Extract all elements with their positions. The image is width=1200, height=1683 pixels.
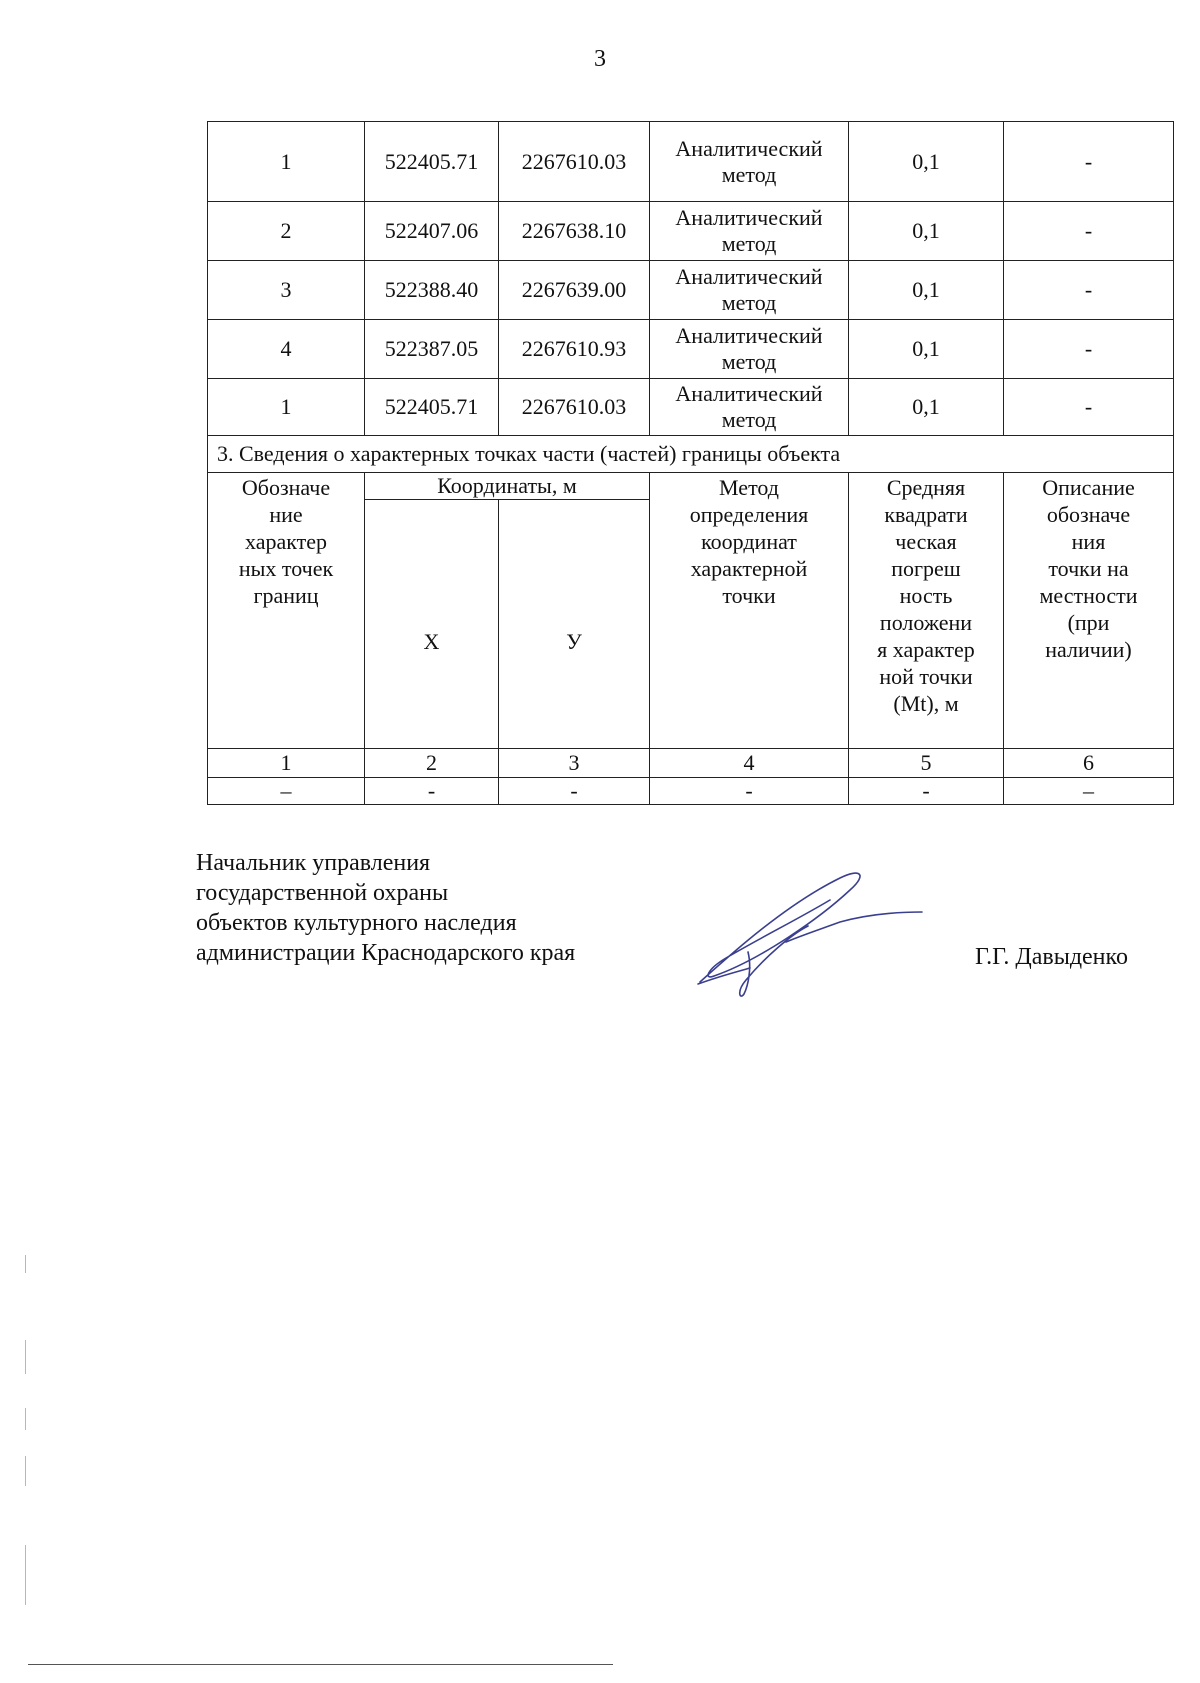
table-row <box>208 379 1174 436</box>
section-title: 3. Сведения о характерных точках части (частей) границы объекта <box>208 436 1174 473</box>
header-accuracy: Средняя квадрати ческая погреш ность положени я характер ной точки (Mt), м <box>849 473 1004 749</box>
accuracy-cell: 0,1 <box>849 379 1004 436</box>
description-cell: - <box>1004 379 1174 436</box>
section-title-row <box>208 436 1174 473</box>
empty-cell: – <box>1004 778 1174 805</box>
header-description: Описание обозначе ния точки на местности (при наличии) <box>1004 473 1174 749</box>
x-cell: 522388.40 <box>365 261 499 320</box>
x-cell: 522387.05 <box>365 320 499 379</box>
x-cell: 522407.06 <box>365 202 499 261</box>
column-number: 5 <box>849 749 1004 778</box>
signature-stroke <box>700 873 860 982</box>
y-cell: 2267610.93 <box>499 320 650 379</box>
column-number: 3 <box>499 749 650 778</box>
point-cell: 4 <box>208 320 365 379</box>
method-cell: Аналитический метод <box>650 261 849 320</box>
table-row <box>208 261 1174 320</box>
scan-mark <box>25 1545 26 1605</box>
description-cell: - <box>1004 202 1174 261</box>
boundary-points-table <box>207 121 1174 805</box>
method-cell: Аналитический метод <box>650 379 849 436</box>
header-row <box>208 473 1174 500</box>
column-number: 2 <box>365 749 499 778</box>
signatory-line: администрации Краснодарского края <box>196 940 576 966</box>
header-x: Х <box>365 500 499 749</box>
scan-mark <box>25 1456 26 1486</box>
column-number: 1 <box>208 749 365 778</box>
accuracy-cell: 0,1 <box>849 261 1004 320</box>
method-cell: Аналитический метод <box>650 320 849 379</box>
header-method: Метод определения координат характерной точки <box>650 473 849 749</box>
accuracy-cell: 0,1 <box>849 320 1004 379</box>
y-cell: 2267638.10 <box>499 202 650 261</box>
x-cell: 522405.71 <box>365 379 499 436</box>
scan-mark <box>25 1340 26 1374</box>
bottom-rule <box>28 1664 613 1665</box>
description-cell: - <box>1004 122 1174 202</box>
signatory-title <box>196 848 575 968</box>
x-cell: 522405.71 <box>365 122 499 202</box>
y-cell: 2267610.03 <box>499 379 650 436</box>
page-number: 3 <box>594 46 606 72</box>
y-cell: 2267639.00 <box>499 261 650 320</box>
point-cell: 1 <box>208 379 365 436</box>
method-cell: Аналитический метод <box>650 122 849 202</box>
signatory-line: объектов культурного наследия <box>196 910 517 936</box>
header-coordinates: Координаты, м <box>365 473 650 500</box>
empty-cell: - <box>650 778 849 805</box>
point-cell: 2 <box>208 202 365 261</box>
empty-cell: – <box>208 778 365 805</box>
column-number: 6 <box>1004 749 1174 778</box>
empty-cell: - <box>499 778 650 805</box>
accuracy-cell: 0,1 <box>849 202 1004 261</box>
table-row <box>208 122 1174 202</box>
y-cell: 2267610.03 <box>499 122 650 202</box>
empty-cell: - <box>849 778 1004 805</box>
method-cell: Аналитический метод <box>650 202 849 261</box>
handwritten-signature <box>690 860 930 1000</box>
table-row <box>208 320 1174 379</box>
table-row <box>208 778 1174 805</box>
point-cell: 1 <box>208 122 365 202</box>
header-point-designation: Обозначе ние характер ных точек границ <box>208 473 365 749</box>
scan-mark <box>25 1255 26 1273</box>
signatory-line: Начальник управления <box>196 850 431 876</box>
empty-cell: - <box>365 778 499 805</box>
table-row <box>208 202 1174 261</box>
header-y: У <box>499 500 650 749</box>
point-cell: 3 <box>208 261 365 320</box>
column-number: 4 <box>650 749 849 778</box>
scan-mark <box>25 1408 26 1430</box>
signatory-line: государственной охраны <box>196 880 449 906</box>
accuracy-cell: 0,1 <box>849 122 1004 202</box>
signer-name: Г.Г. Давыденко <box>975 944 1128 970</box>
description-cell: - <box>1004 261 1174 320</box>
description-cell: - <box>1004 320 1174 379</box>
column-numbers-row <box>208 749 1174 778</box>
